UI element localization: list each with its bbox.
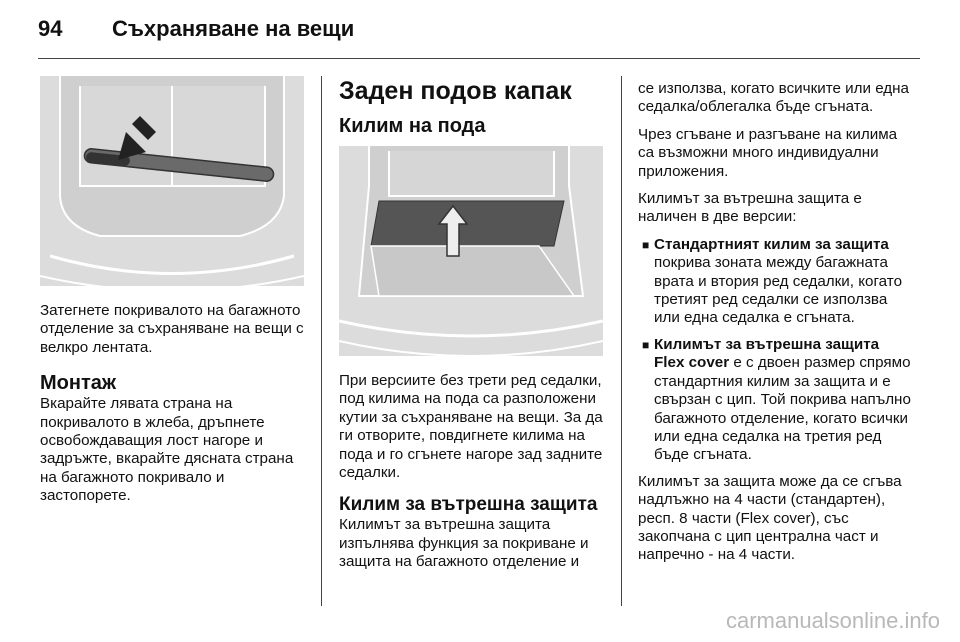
bullet-square-icon: ■: [642, 237, 650, 252]
trunk-cover-drawing: [40, 76, 304, 286]
list-item: [638, 336, 912, 465]
section-heading-floor-cover: Заден подов капак: [339, 77, 572, 105]
header-rule: [38, 58, 920, 59]
left-column: [40, 302, 308, 515]
list-item-body: покрива зоната между багажната врата и втория ред седалки, когато третият ред седалки се използва или една седалка е сгъната.: [654, 254, 903, 327]
right-column: [638, 80, 912, 574]
watermark: carmanualsonline.info: [725, 608, 940, 633]
floor-mat-drawing: [339, 146, 603, 356]
page-title: Съхраняване на вещи: [112, 16, 355, 41]
trunk-cover-illustration: [40, 76, 304, 286]
page-header: [38, 12, 922, 52]
section-heading-protection-cover: Килим за вътрешна защита: [339, 494, 598, 516]
page-number: 94: [38, 16, 63, 41]
subheading-floor-mat: Килим на пода: [339, 115, 486, 137]
bullet-square-icon: ■: [642, 337, 650, 352]
right-paragraph-1: се използва, когато всичките или една седалка/облегалка бъде сгъната.: [638, 80, 910, 116]
floor-mat-text: При версиите без трети ред седалки, под килима на пода са разположени кутии за съхраняване на вещи. За да ги отворите, повдигнете килима на пода и го сгънете нагоре зад задните седалки.: [339, 372, 603, 482]
list-item-title: Килимът за вътрешна защита Flex cover: [654, 335, 880, 372]
right-paragraph-2: Чрез сгъване и разгъване на килима са възможни много индивидуални приложения.: [638, 125, 898, 180]
list-item-body: е с двоен размер спрямо стандартния килим за защита и е свързан с цип. Той покрива напълно багажното отделение, когато всички или една седалка на третия ред бъде сгъната.: [654, 354, 911, 464]
column-divider-1: [321, 76, 322, 606]
middle-column: [339, 372, 609, 581]
list-item-text: [654, 236, 912, 328]
section-heading-mount: Монтаж: [40, 372, 117, 395]
list-item-text: [654, 336, 912, 465]
protection-cover-text: Килимът за вътрешна защита изпълнява функция за покриване и защита на багажното отделение и: [339, 516, 589, 571]
floor-mat-illustration: [339, 146, 603, 356]
middle-heading-block: [339, 76, 607, 138]
mount-text: Вкарайте лявата страна на покривалото в жлеба, дръпнете освобождаващия лост нагоре и задръжте, вкарайте дясната страна на багажното покривало и застопорете.: [40, 395, 294, 505]
right-paragraph-4: Килимът за защита може да се сгъва надлъжно на 4 части (стандартен), респ. 8 части (Flex cover), със закопчана с цип централна част и напречно - на 4 части.: [638, 472, 902, 564]
column-divider-2: [621, 76, 622, 606]
image-caption: Затегнете покривалото на багажното отделение за съхраняване на вещи с велкро лентата.: [40, 302, 304, 356]
list-item: [638, 236, 912, 328]
right-paragraph-3: Килимът за вътрешна защита е наличен в две версии:: [638, 190, 862, 226]
list-item-title: Стандартният килим за защита: [654, 235, 889, 253]
